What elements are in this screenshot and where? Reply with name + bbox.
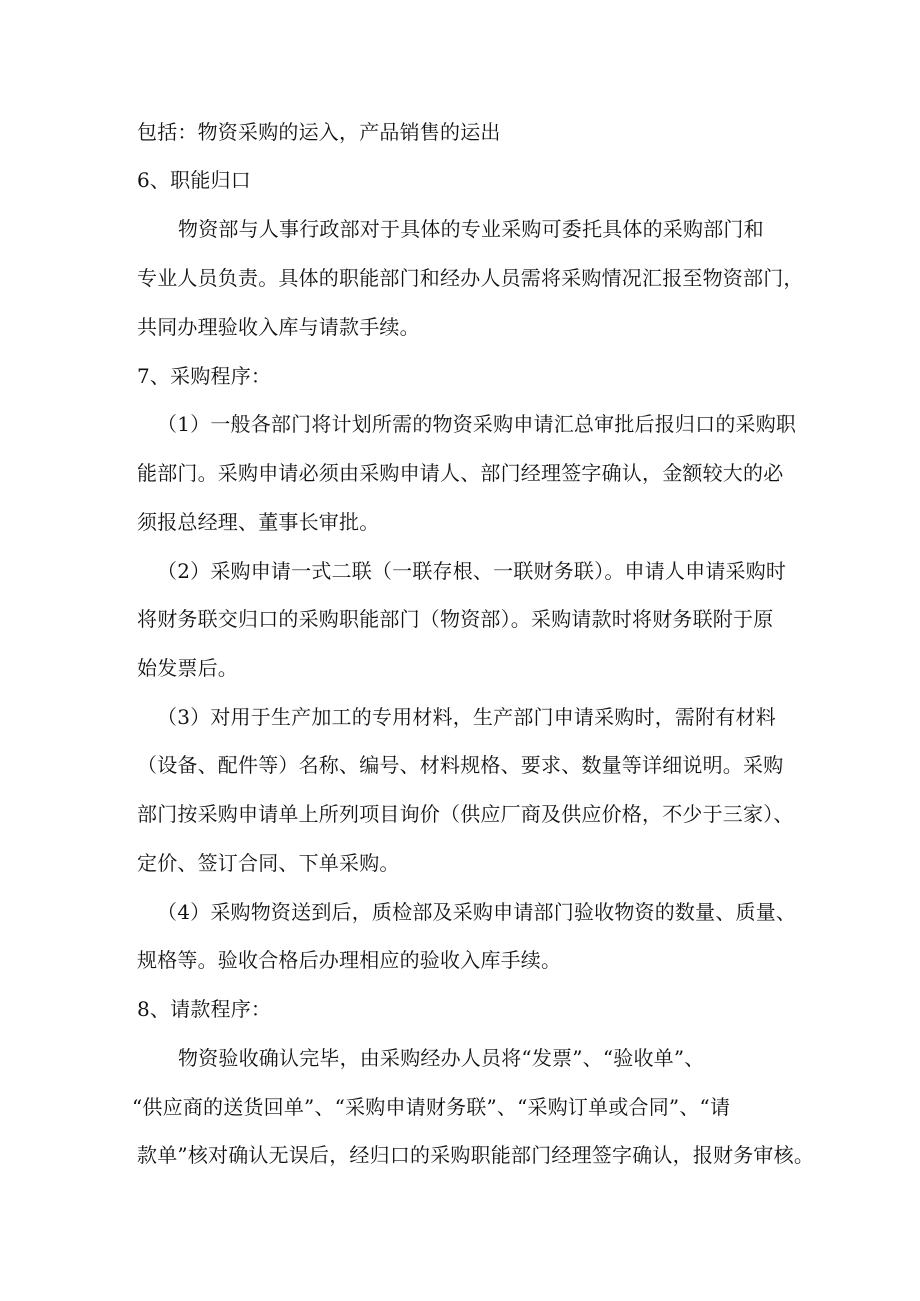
text-line-12: 始发票后。 xyxy=(137,656,238,680)
text-line-17: （4）采购物资送到后，质检部及采购申请部门验收物资的数量、质量、 xyxy=(157,900,797,924)
text-line-10: （2）采购申请一式二联（一联存根、一联财务联）。申请人申请采购时 xyxy=(157,559,787,583)
text-line-4: 专业人员负责。具体的职能部门和经办人员需将采购情况汇报至物资部门， xyxy=(137,266,804,290)
text-line-5: 共同办理验收入库与请款手续。 xyxy=(137,315,420,339)
section-heading-8: 8、请款程序： xyxy=(137,997,272,1021)
text-line-13: （3）对用于生产加工的专用材料，生产部门申请采购时，需附有材料 xyxy=(157,705,776,729)
section-heading-6: 6、职能归口 xyxy=(137,168,251,192)
text-line-14: （设备、配件等）名称、编号、材料规格、要求、数量等详细说明。采购 xyxy=(137,753,784,777)
text-line-1: 包括：物资采购的运入，产品销售的运出 xyxy=(137,120,501,144)
text-line-22: 款单”核对确认无误后，经归口的采购职能部门经理签字确认，报财务审核。 xyxy=(137,1143,815,1167)
text-line-11: 将财务联交归口的采购职能部门（物资部）。采购请款时将财务联附于原 xyxy=(137,607,774,631)
text-line-8: 能部门。采购申请必须由采购申请人、部门经理签字确认，金额较大的必 xyxy=(137,461,784,485)
text-line-15: 部门按采购申请单上所列项目询价（供应厂商及供应价格，不少于三家）、 xyxy=(137,802,794,826)
text-line-20: 物资验收确认完毕，由采购经办人员将“发票”、“验收单”、 xyxy=(178,1046,705,1070)
text-line-21: “供应商的送货回单”、“采购申请财务联”、“采购订单或合同”、“请 xyxy=(132,1095,731,1119)
text-line-3: 物资部与人事行政部对于具体的专业采购可委托具体的采购部门和 xyxy=(178,217,764,241)
text-line-16: 定价、签订合同、下单采购。 xyxy=(137,851,400,875)
text-line-7: （1）一般各部门将计划所需的物资采购申请汇总审批后报归口的采购职 xyxy=(157,412,797,436)
text-line-9: 须报总经理、董事长审批。 xyxy=(137,510,380,534)
section-heading-7: 7、采购程序： xyxy=(137,364,272,388)
text-line-18: 规格等。验收合格后办理相应的验收入库手续。 xyxy=(137,948,562,972)
